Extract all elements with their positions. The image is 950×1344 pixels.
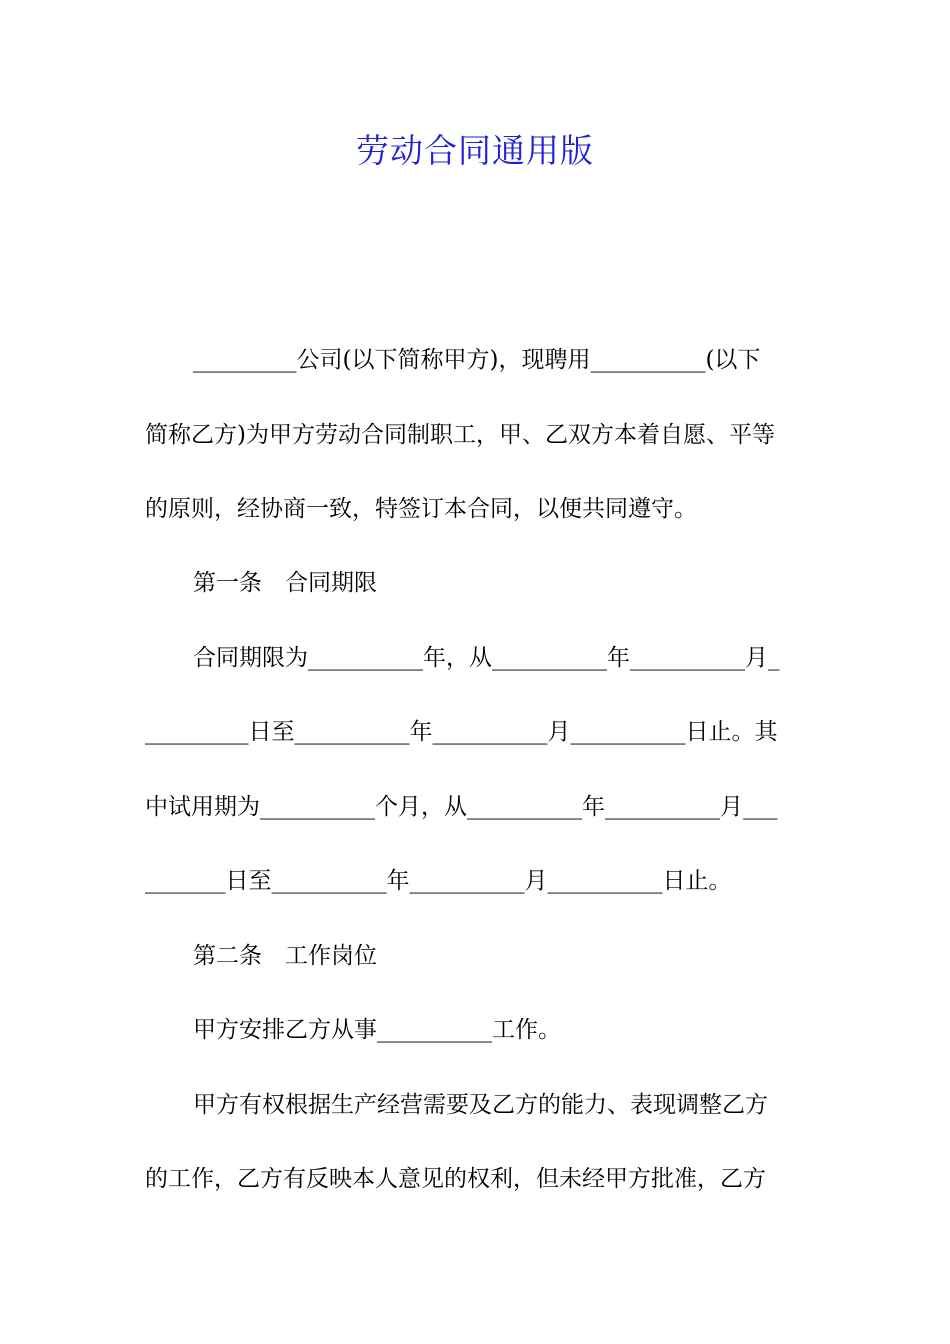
document-title: 劳动合同通用版 xyxy=(356,131,594,170)
section-heading-position: 第二条 工作岗位 xyxy=(193,943,377,969)
paragraph-line: 的工作，乙方有反映本人意见的权利，但未经甲方批准，乙方 xyxy=(145,1166,766,1192)
paragraph-line: 中试用期为__________个月，从__________年__________月___ xyxy=(145,794,778,820)
paragraph-line: 甲方有权根据生产经营需要及乙方的能力、表现调整乙方 xyxy=(193,1092,768,1118)
section-heading-term: 第一条 合同期限 xyxy=(193,570,377,596)
paragraph-line: 甲方安排乙方从事__________工作。 xyxy=(193,1017,561,1043)
paragraph-line: _________公司(以下简称甲方)，现聘用__________(以下 xyxy=(193,347,761,373)
paragraph-line: 的原则，经协商一致，特签订本合同，以便共同遵守。 xyxy=(145,496,697,522)
paragraph-line: 合同期限为__________年，从__________年__________月_ xyxy=(193,645,780,671)
paragraph-line: _______日至__________年__________月__________日止。 xyxy=(145,868,732,894)
paragraph-line: _________日至__________年__________月__________日止。其 xyxy=(145,719,778,745)
paragraph-line: 简称乙方)为甲方劳动合同制职工，甲、乙双方本着自愿、平等 xyxy=(145,422,775,448)
